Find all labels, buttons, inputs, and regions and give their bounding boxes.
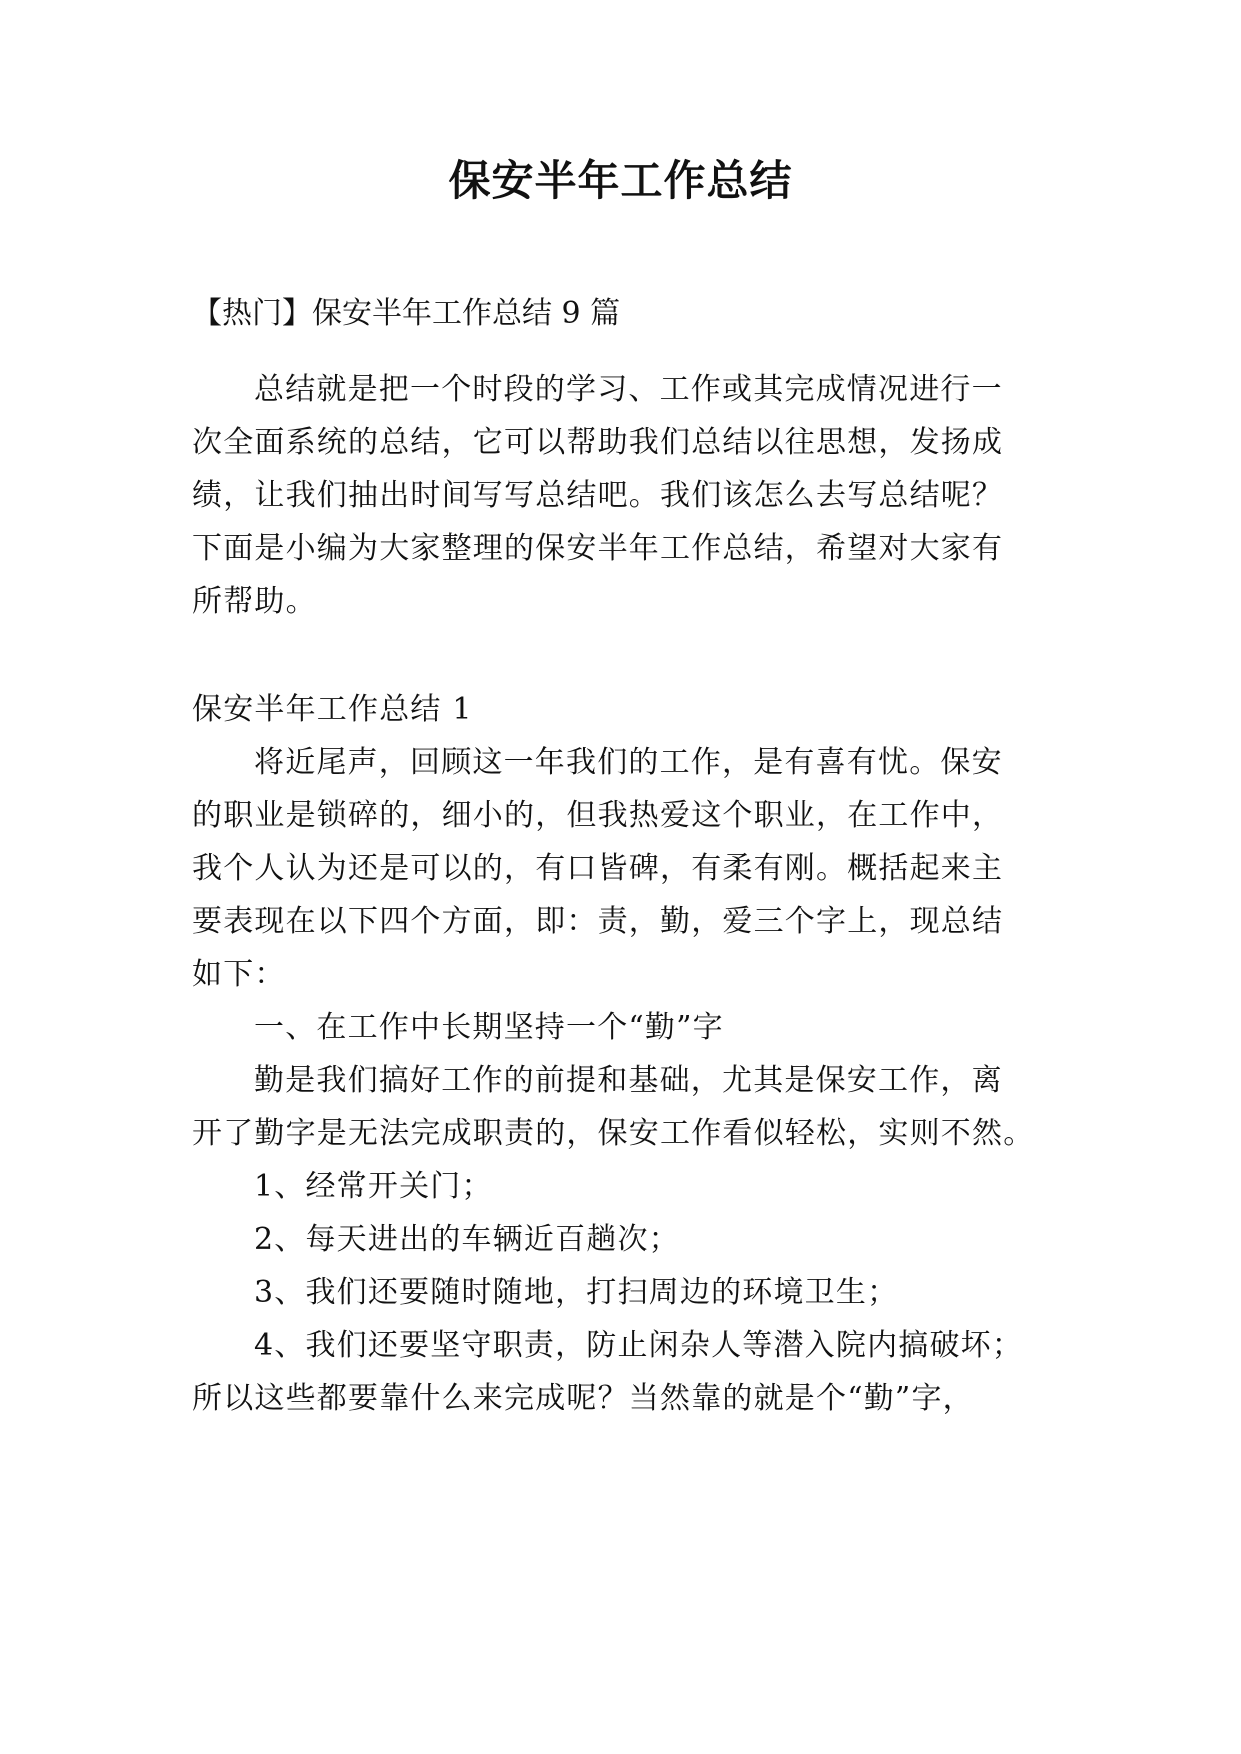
intro-line: 次全面系统的总结，它可以帮助我们总结以往思想，发扬成 [192,425,1004,460]
intro-line: 绩，让我们抽出时间写写总结吧。我们该怎么去写总结呢？ [192,478,1004,513]
section-line: 将近尾声，回顾这一年我们的工作，是有喜有忧。保安 [254,745,1003,780]
list-item: 1、经常开关门； [254,1169,493,1204]
document-title: 保安半年工作总结 [448,156,793,205]
list-item: 3、我们还要随时随地，打扫周边的环境卫生； [254,1275,899,1310]
section-line: 我个人认为还是可以的，有口皆碑，有柔有刚。概括起来主 [192,851,1004,886]
heading-1: 一、在工作中长期坚持一个“勤”字 [254,1010,724,1045]
section-line: 的职业是锁碎的，细小的，但我热爱这个职业，在工作中， [192,798,1004,833]
list-item: 2、每天进出的车辆近百趟次； [254,1222,680,1257]
intro-line: 下面是小编为大家整理的保安半年工作总结，希望对大家有 [192,531,1004,566]
section-title: 保安半年工作总结 1 [192,692,473,727]
section-line: 如下： [192,957,286,992]
final-line: 所以这些都要靠什么来完成呢？当然靠的就是个“勤”字， [192,1381,974,1416]
section-line: 要表现在以下四个方面，即：责，勤，爱三个字上，现总结 [192,904,1004,939]
list-item: 4、我们还要坚守职责，防止闲杂人等潜入院内搞破坏； [254,1328,1024,1363]
document-subtitle: 【热门】保安半年工作总结 9 篇 [192,296,621,331]
intro-line: 总结就是把一个时段的学习、工作或其完成情况进行一 [254,372,1003,407]
heading-1-line: 开了勤字是无法完成职责的，保安工作看似轻松，实则不然。 [192,1116,1035,1151]
intro-line: 所帮助。 [192,584,317,619]
heading-1-line: 勤是我们搞好工作的前提和基础，尤其是保安工作，离 [254,1063,1003,1098]
